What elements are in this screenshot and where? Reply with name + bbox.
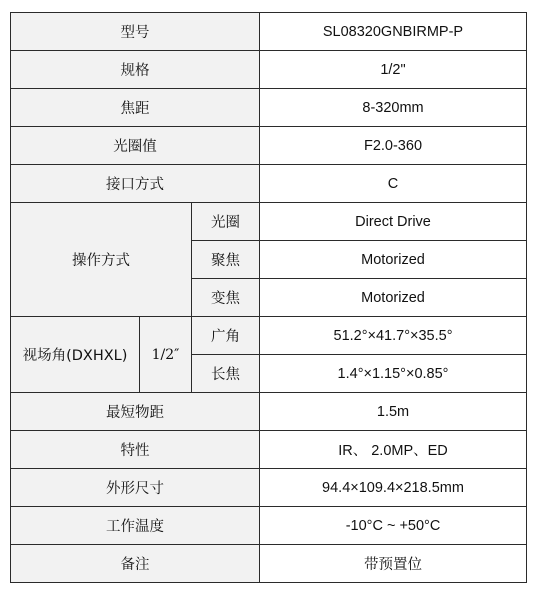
zoom-label: 变焦 [192,279,260,317]
iris-value: Direct Drive [260,203,527,241]
dimensions-value: 94.4×109.4×218.5mm [260,469,527,507]
table-row [11,51,527,89]
table-row [11,431,527,469]
aperture-label: 光圈值 [11,127,260,165]
focus-value: Motorized [260,241,527,279]
remarks-label: 备注 [11,545,260,583]
features-value: IR、 2.0MP、ED [260,431,527,469]
table-row [11,127,527,165]
model-value: SL08320GNBIRMP-P [260,13,527,51]
focus-label: 聚焦 [192,241,260,279]
table-row [11,393,527,431]
zoom-value: Motorized [260,279,527,317]
wide-label: 广角 [192,317,260,355]
mod-value: 1.5m [260,393,527,431]
model-label: 型号 [11,13,260,51]
table-row [11,507,527,545]
focal-length-value: 8-320mm [260,89,527,127]
fov-format: 1/2″ [140,317,192,393]
mount-label: 接口方式 [11,165,260,203]
mount-value: C [260,165,527,203]
tele-value: 1.4°×1.15°×0.85° [260,355,527,393]
lens-spec-table [10,12,527,583]
table-row [11,203,527,241]
temperature-value: -10°C ~ +50°C [260,507,527,545]
mod-label: 最短物距 [11,393,260,431]
operation-label: 操作方式 [11,203,192,317]
temperature-label: 工作温度 [11,507,260,545]
format-value: 1/2" [260,51,527,89]
dimensions-label: 外形尺寸 [11,469,260,507]
fov-label: 视场角(DXHXL) [11,317,140,393]
features-label: 特性 [11,431,260,469]
tele-label: 长焦 [192,355,260,393]
aperture-value: F2.0-360 [260,127,527,165]
table-row [11,89,527,127]
table-row [11,13,527,51]
focal-length-label: 焦距 [11,89,260,127]
format-label: 规格 [11,51,260,89]
wide-value: 51.2°×41.7°×35.5° [260,317,527,355]
iris-label: 光圈 [192,203,260,241]
table-row [11,469,527,507]
remarks-value: 带预置位 [260,545,527,583]
table-row [11,317,527,355]
table-row [11,545,527,583]
table-row [11,165,527,203]
